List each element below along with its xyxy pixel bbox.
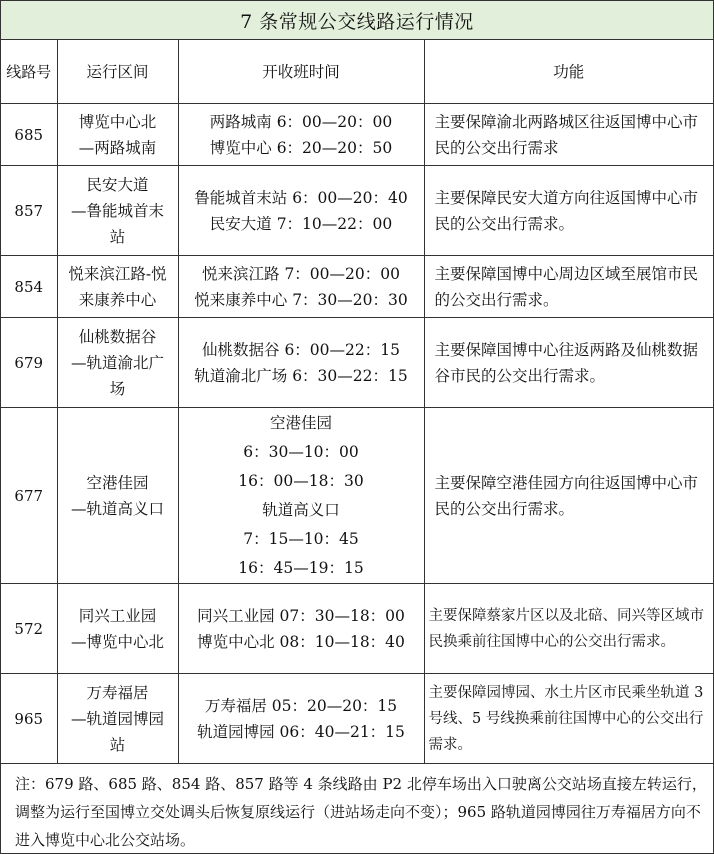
- service-hours-line: 民安大道 7：10—22：00: [209, 214, 393, 233]
- route-table: [1, 40, 713, 854]
- service-hours-line: 16：45—19：15: [238, 558, 364, 577]
- service-hours: [178, 408, 424, 584]
- route-number: 854: [1, 256, 57, 318]
- header-route-no: 线路号: [1, 40, 57, 104]
- service-hours-line: 两路城南 6：00—20：00: [209, 112, 393, 131]
- route-function: 主要保障园博园、水土片区市民乘坐轨道 3 号线、5 号线换乘前往国博中心的公交出行需求。: [424, 674, 713, 764]
- route-range: [57, 584, 178, 674]
- route-range-line: —轨道高义口: [70, 499, 164, 518]
- service-hours-line: 轨道高义口: [262, 500, 340, 519]
- table-row: [1, 166, 713, 256]
- route-function: 主要保障民安大道方向往返国博中心市民的公交出行需求。: [424, 166, 713, 256]
- route-range: [57, 674, 178, 764]
- service-hours-line: 鲁能城首末站 6：00—20：40: [194, 188, 408, 207]
- route-range-line: 来康养中心: [78, 290, 157, 309]
- route-range-line: —轨道渝北广: [70, 353, 164, 372]
- service-hours: [178, 166, 424, 256]
- service-hours-line: 空港佳园: [269, 413, 332, 432]
- service-hours-line: 悦来滨江路 7：00—20：00: [202, 264, 400, 283]
- table-row: [1, 318, 713, 408]
- table-row: [1, 104, 713, 166]
- route-number: 679: [1, 318, 57, 408]
- table-row: [1, 408, 713, 584]
- service-hours-line: 6：30—10：00: [243, 442, 359, 461]
- route-range-line: 仙桃数据谷: [78, 327, 157, 346]
- route-range: [57, 318, 178, 408]
- route-range: [57, 104, 178, 166]
- route-function: 主要保障蔡家片区以及北碚、同兴等区域市民换乘前往国博中心的公交出行需求。: [424, 584, 713, 674]
- service-hours: [178, 256, 424, 318]
- route-range-line: —鲁能城首末: [70, 201, 164, 220]
- route-number: 857: [1, 166, 57, 256]
- table-row: [1, 256, 713, 318]
- service-hours: [178, 674, 424, 764]
- route-function: 主要保障国博中心往返两路及仙桃数据谷市民的公交出行需求。: [424, 318, 713, 408]
- route-range: [57, 256, 178, 318]
- route-function: 主要保障国博中心周边区域至展馆市民的公交出行需求。: [424, 256, 713, 318]
- service-hours-line: 7：15—10：45: [243, 529, 359, 548]
- service-hours-line: 轨道园博园 06：40—21：15: [197, 722, 405, 741]
- route-range: [57, 166, 178, 256]
- table-title: 7 条常规公交线路运行情况: [1, 1, 713, 40]
- header-function: 功能: [424, 40, 713, 104]
- service-hours-line: 悦来康养中心 7：30—20：30: [194, 290, 408, 309]
- service-hours-line: 博览中心北 08：10—18：40: [197, 632, 405, 651]
- service-hours: [178, 318, 424, 408]
- route-number: 572: [1, 584, 57, 674]
- service-hours-line: 同兴工业园 07：30—18：00: [197, 606, 405, 625]
- service-hours: [178, 104, 424, 166]
- route-range-line: 万寿福居: [86, 683, 149, 702]
- note-row: [1, 764, 713, 854]
- route-range-line: —两路城南: [78, 138, 157, 157]
- route-range-line: 场: [109, 379, 126, 398]
- service-hours-line: 万寿福居 05：20—20：15: [204, 696, 398, 715]
- route-number: 965: [1, 674, 57, 764]
- table-row: [1, 584, 713, 674]
- header-range: 运行区间: [57, 40, 178, 104]
- header-row: [1, 40, 713, 104]
- route-range-line: 同兴工业园: [78, 606, 157, 625]
- header-time: 开收班时间: [178, 40, 424, 104]
- route-function: 主要保障空港佳园方向往返国博中心市民的公交出行需求。: [424, 408, 713, 584]
- service-hours-line: 仙桃数据谷 6：00—22：15: [202, 340, 400, 359]
- route-range-line: 站: [109, 735, 126, 754]
- route-number: 685: [1, 104, 57, 166]
- table-row: [1, 674, 713, 764]
- route-range-line: —轨道园博园: [70, 709, 164, 728]
- service-hours-line: 16：00—18：30: [238, 471, 364, 490]
- route-number: 677: [1, 408, 57, 584]
- route-range-line: 站: [109, 227, 126, 246]
- route-range-line: 悦来滨江路-悦: [68, 264, 167, 283]
- service-hours-line: 轨道渝北广场 6：30—22：15: [194, 366, 408, 385]
- route-function: 主要保障渝北两路城区往返国博中心市民的公交出行需求: [424, 104, 713, 166]
- route-range-line: —博览中心北: [70, 632, 164, 651]
- footnote: 注：679 路、685 路、854 路、857 路等 4 条线路由 P2 北停车场出入口驶离公交站场直接左转运行，调整为运行至国博立交处调头后恢复原线运行（进站场走向不变）；965 路轨道园博园往万寿福居方向不进入博览中心北公交站场。: [1, 764, 713, 854]
- route-range: [57, 408, 178, 584]
- route-range-line: 民安大道: [86, 175, 149, 194]
- service-hours-line: 博览中心 6：20—20：50: [209, 138, 393, 157]
- service-hours: [178, 584, 424, 674]
- route-range-line: 空港佳园: [86, 473, 149, 492]
- route-range-line: 博览中心北: [78, 112, 157, 131]
